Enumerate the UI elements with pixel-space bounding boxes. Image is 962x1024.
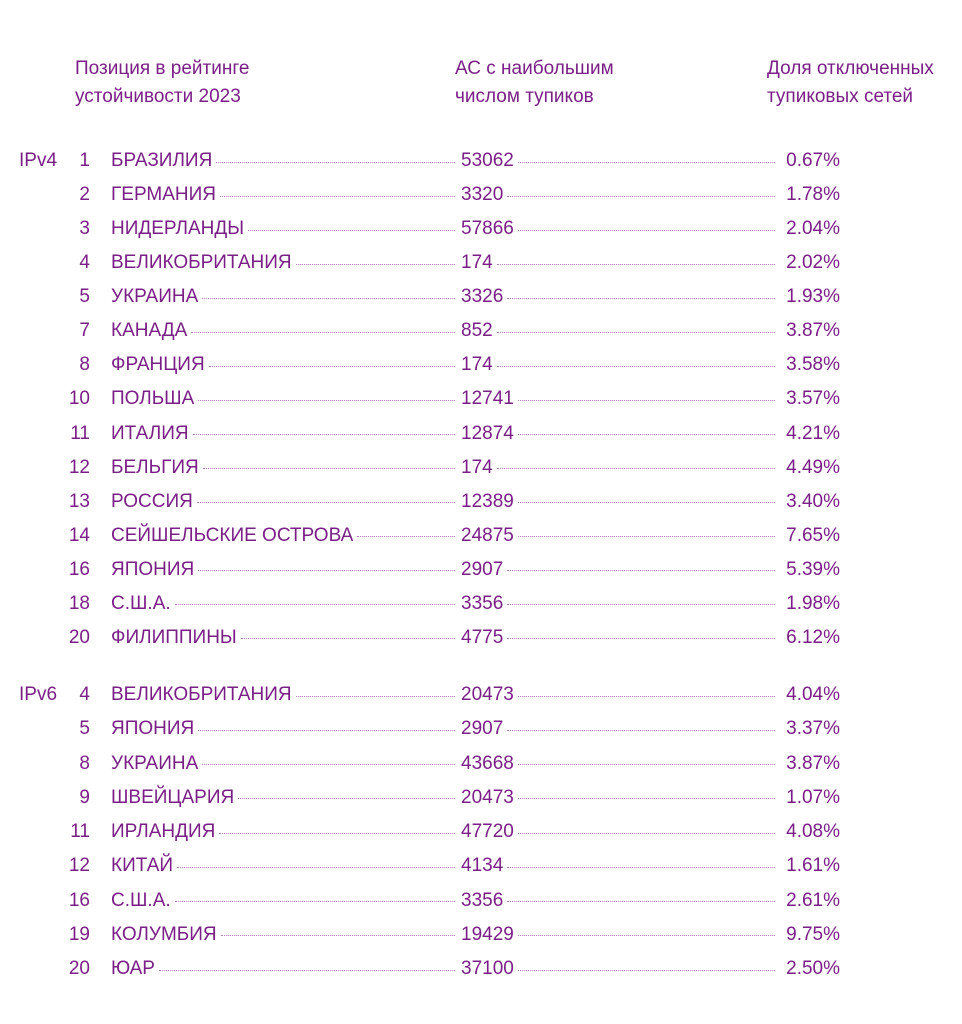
country-name: СЕЙШЕЛЬСКИЕ ОСТРОВА — [111, 524, 354, 546]
as-number: 3356 — [461, 889, 504, 911]
as-cell — [455, 318, 775, 344]
leader-dots-2 — [497, 332, 775, 333]
share-cell: 3.40% — [786, 490, 840, 512]
rank-cell: 12 — [68, 456, 90, 478]
table-row — [0, 451, 962, 485]
as-number: 57866 — [461, 218, 514, 240]
as-number: 43668 — [461, 752, 514, 774]
as-number: 174 — [461, 456, 493, 478]
leader-dots — [296, 696, 455, 697]
rank-cell: 9 — [79, 786, 90, 808]
as-number: 4134 — [461, 855, 504, 877]
share-cell: 9.75% — [786, 923, 840, 945]
leader-dots-2 — [507, 901, 775, 902]
country-cell — [111, 751, 455, 777]
leader-dots — [177, 867, 455, 868]
leader-dots-2 — [518, 764, 775, 765]
country-cell — [111, 682, 455, 708]
share-cell: 1.61% — [786, 855, 840, 877]
leader-dots — [175, 604, 455, 605]
table-row — [0, 815, 962, 849]
leader-dots — [357, 536, 455, 537]
header-as — [455, 55, 614, 111]
share-cell: 3.57% — [786, 388, 840, 410]
country-cell — [111, 148, 455, 174]
group-ipv4 — [0, 144, 962, 655]
as-cell — [455, 716, 775, 742]
leader-dots-2 — [518, 696, 775, 697]
share-cell: 1.98% — [786, 592, 840, 614]
as-number: 4775 — [461, 626, 504, 648]
leader-dots — [220, 196, 455, 197]
as-number: 174 — [461, 354, 493, 376]
share-cell: 0.67% — [786, 150, 840, 171]
country-name: ЯПОНИЯ — [111, 718, 195, 740]
as-number: 24875 — [461, 524, 514, 546]
leader-dots — [175, 901, 455, 902]
share-cell: 2.04% — [786, 218, 840, 240]
as-cell — [455, 956, 775, 982]
rank-cell: 11 — [70, 821, 90, 842]
as-cell — [455, 148, 775, 174]
header-as-line1: АС с наибольшим — [455, 58, 614, 79]
table-row — [0, 918, 962, 952]
country-name: БЕЛЬГИЯ — [111, 456, 199, 478]
country-name: КАНАДА — [111, 320, 188, 342]
as-cell — [455, 489, 775, 515]
table-row — [0, 314, 962, 348]
country-cell — [111, 625, 455, 651]
as-cell — [455, 853, 775, 879]
rank-cell: 5 — [79, 286, 90, 308]
share-cell: 1.93% — [786, 286, 840, 308]
leader-dots-2 — [507, 867, 775, 868]
as-number: 37100 — [461, 958, 514, 979]
country-name: ФИЛИППИНЫ — [111, 626, 237, 648]
as-number: 12389 — [461, 490, 514, 512]
leader-dots-2 — [507, 570, 775, 571]
country-cell — [111, 386, 455, 412]
table-row — [0, 212, 962, 246]
as-number: 47720 — [461, 821, 514, 842]
leader-dots-2 — [507, 730, 775, 731]
leader-dots — [193, 434, 455, 435]
as-cell — [455, 625, 775, 651]
table-row — [0, 952, 962, 986]
header-share-line2: тупиковых сетей — [767, 86, 914, 107]
country-cell — [111, 182, 455, 208]
as-cell — [455, 421, 775, 447]
country-cell — [111, 922, 455, 948]
table-row — [0, 144, 962, 178]
share-cell: 2.61% — [786, 889, 840, 911]
as-number: 2907 — [461, 558, 504, 580]
country-name: РОССИЯ — [111, 490, 193, 512]
rank-cell: 13 — [68, 490, 90, 512]
header-share — [767, 55, 934, 111]
share-cell: 2.50% — [786, 958, 840, 979]
country-name: БРАЗИЛИЯ — [111, 150, 213, 171]
leader-dots — [219, 833, 455, 834]
country-name: ФРАНЦИЯ — [111, 354, 205, 376]
leader-dots — [198, 570, 455, 571]
leader-dots — [209, 366, 455, 367]
rank-cell: 7 — [79, 320, 90, 342]
share-cell: 2.02% — [786, 252, 840, 274]
as-number: 2907 — [461, 718, 504, 740]
rank-cell: 10 — [68, 388, 90, 410]
country-name: С.Ш.А. — [111, 889, 171, 911]
rank-cell: 2 — [79, 184, 90, 206]
leader-dots — [198, 400, 455, 401]
leader-dots-2 — [518, 935, 775, 936]
header-position-line1: Позиция в рейтинге — [75, 58, 250, 79]
rank-cell: 8 — [79, 752, 90, 774]
table-row — [0, 712, 962, 746]
as-number: 3326 — [461, 286, 504, 308]
as-cell — [455, 182, 775, 208]
table-row — [0, 553, 962, 587]
country-cell — [111, 785, 455, 811]
as-cell — [455, 284, 775, 310]
country-cell — [111, 250, 455, 276]
rank-cell: 16 — [68, 889, 90, 911]
as-number: 852 — [461, 320, 493, 342]
leader-dots-2 — [518, 798, 775, 799]
leader-dots — [191, 332, 455, 333]
table-row — [0, 747, 962, 781]
share-cell: 4.49% — [786, 456, 840, 478]
table-row — [0, 246, 962, 280]
rank-cell: 4 — [79, 684, 90, 705]
country-name: ЮАР — [111, 958, 155, 979]
as-number: 20473 — [461, 684, 514, 705]
leader-dots-2 — [518, 434, 775, 435]
leader-dots-2 — [518, 230, 775, 231]
share-cell: 1.78% — [786, 184, 840, 206]
group-ipv6 — [0, 678, 962, 986]
country-name: УКРАИНА — [111, 752, 199, 774]
country-cell — [111, 716, 455, 742]
country-cell — [111, 853, 455, 879]
as-cell — [455, 523, 775, 549]
share-cell: 1.07% — [786, 786, 840, 808]
country-name: ЯПОНИЯ — [111, 558, 195, 580]
country-name: ИТАЛИЯ — [111, 422, 189, 444]
leader-dots — [202, 764, 455, 765]
leader-dots-2 — [507, 298, 775, 299]
country-cell — [111, 352, 455, 378]
header-position-line2: устойчивости 2023 — [75, 86, 241, 107]
table-row — [0, 348, 962, 382]
share-cell: 3.37% — [786, 718, 840, 740]
table-row — [0, 382, 962, 416]
country-cell — [111, 888, 455, 914]
as-cell — [455, 557, 775, 583]
share-cell: 6.12% — [786, 626, 840, 648]
leader-dots — [198, 730, 455, 731]
country-name: КОЛУМБИЯ — [111, 923, 217, 945]
share-cell: 5.39% — [786, 558, 840, 580]
leader-dots-2 — [497, 366, 775, 367]
leader-dots — [221, 935, 455, 936]
protocol-label: IPv6 — [19, 684, 58, 705]
as-cell — [455, 352, 775, 378]
table-row — [0, 485, 962, 519]
leader-dots — [296, 264, 455, 265]
table-row — [0, 678, 962, 712]
leader-dots — [202, 298, 455, 299]
table-row — [0, 781, 962, 815]
table-row — [0, 587, 962, 621]
table-row — [0, 519, 962, 553]
leader-dots-2 — [518, 502, 775, 503]
table-row — [0, 849, 962, 883]
leader-dots-2 — [507, 604, 775, 605]
share-cell: 4.04% — [786, 684, 840, 705]
header-as-line2: числом тупиков — [455, 86, 594, 107]
rank-cell: 20 — [68, 626, 90, 648]
country-cell — [111, 216, 455, 242]
country-name: ГЕРМАНИЯ — [111, 184, 217, 206]
as-number: 20473 — [461, 786, 514, 808]
share-cell: 3.87% — [786, 752, 840, 774]
country-name: ПОЛЬША — [111, 388, 195, 410]
share-cell: 3.58% — [786, 354, 840, 376]
country-cell — [111, 523, 455, 549]
rank-cell: 14 — [68, 524, 90, 546]
country-name: КИТАЙ — [111, 855, 174, 877]
rank-cell: 1 — [79, 150, 90, 171]
leader-dots-2 — [518, 970, 775, 971]
as-cell — [455, 751, 775, 777]
rank-cell: 8 — [79, 354, 90, 376]
leader-dots-2 — [497, 468, 775, 469]
table-row — [0, 417, 962, 451]
as-number: 12874 — [461, 422, 514, 444]
leader-dots-2 — [507, 638, 775, 639]
rank-cell: 20 — [68, 958, 90, 979]
table-row — [0, 280, 962, 314]
country-cell — [111, 557, 455, 583]
rank-cell: 5 — [79, 718, 90, 740]
as-cell — [455, 922, 775, 948]
leader-dots-2 — [518, 833, 775, 834]
header-position — [75, 55, 249, 111]
table-row — [0, 884, 962, 918]
leader-dots-2 — [518, 536, 775, 537]
as-cell — [455, 785, 775, 811]
as-number: 3356 — [461, 592, 504, 614]
rank-cell: 18 — [68, 592, 90, 614]
rank-cell: 16 — [68, 558, 90, 580]
share-cell: 3.87% — [786, 320, 840, 342]
rank-cell: 19 — [68, 923, 90, 945]
as-number: 53062 — [461, 150, 514, 171]
country-cell — [111, 318, 455, 344]
as-cell — [455, 216, 775, 242]
share-cell: 4.08% — [786, 821, 840, 842]
leader-dots-2 — [518, 162, 775, 163]
leader-dots-2 — [507, 196, 775, 197]
share-cell: 7.65% — [786, 524, 840, 546]
as-cell — [455, 591, 775, 617]
as-cell — [455, 250, 775, 276]
rank-cell: 11 — [70, 422, 90, 444]
country-cell — [111, 455, 455, 481]
country-name: ВЕЛИКОБРИТАНИЯ — [111, 252, 292, 274]
country-name: ИРЛАНДИЯ — [111, 821, 216, 842]
leader-dots — [159, 970, 455, 971]
as-number: 3320 — [461, 184, 504, 206]
leader-dots — [238, 798, 455, 799]
country-name: НИДЕРЛАНДЫ — [111, 218, 245, 240]
leader-dots — [203, 468, 455, 469]
share-cell: 4.21% — [786, 422, 840, 444]
country-name: ШВЕЙЦАРИЯ — [111, 786, 235, 808]
protocol-label: IPv4 — [19, 150, 58, 171]
country-name: ВЕЛИКОБРИТАНИЯ — [111, 684, 292, 705]
as-number: 12741 — [461, 388, 514, 410]
leader-dots — [248, 230, 455, 231]
rank-cell: 4 — [79, 252, 90, 274]
country-cell — [111, 819, 455, 845]
leader-dots — [216, 162, 455, 163]
country-name: УКРАИНА — [111, 286, 199, 308]
leader-dots — [241, 638, 455, 639]
as-number: 19429 — [461, 923, 514, 945]
as-cell — [455, 386, 775, 412]
header-share-line1: Доля отключенных — [767, 58, 934, 79]
as-cell — [455, 888, 775, 914]
country-cell — [111, 489, 455, 515]
table-row — [0, 621, 962, 655]
as-cell — [455, 455, 775, 481]
rank-cell: 3 — [79, 218, 90, 240]
country-cell — [111, 591, 455, 617]
country-name: С.Ш.А. — [111, 592, 171, 614]
as-number: 174 — [461, 252, 493, 274]
rank-cell: 12 — [68, 855, 90, 877]
leader-dots — [197, 502, 455, 503]
leader-dots-2 — [518, 400, 775, 401]
country-cell — [111, 956, 455, 982]
table-row — [0, 178, 962, 212]
country-cell — [111, 284, 455, 310]
as-cell — [455, 819, 775, 845]
as-cell — [455, 682, 775, 708]
country-cell — [111, 421, 455, 447]
leader-dots-2 — [497, 264, 775, 265]
